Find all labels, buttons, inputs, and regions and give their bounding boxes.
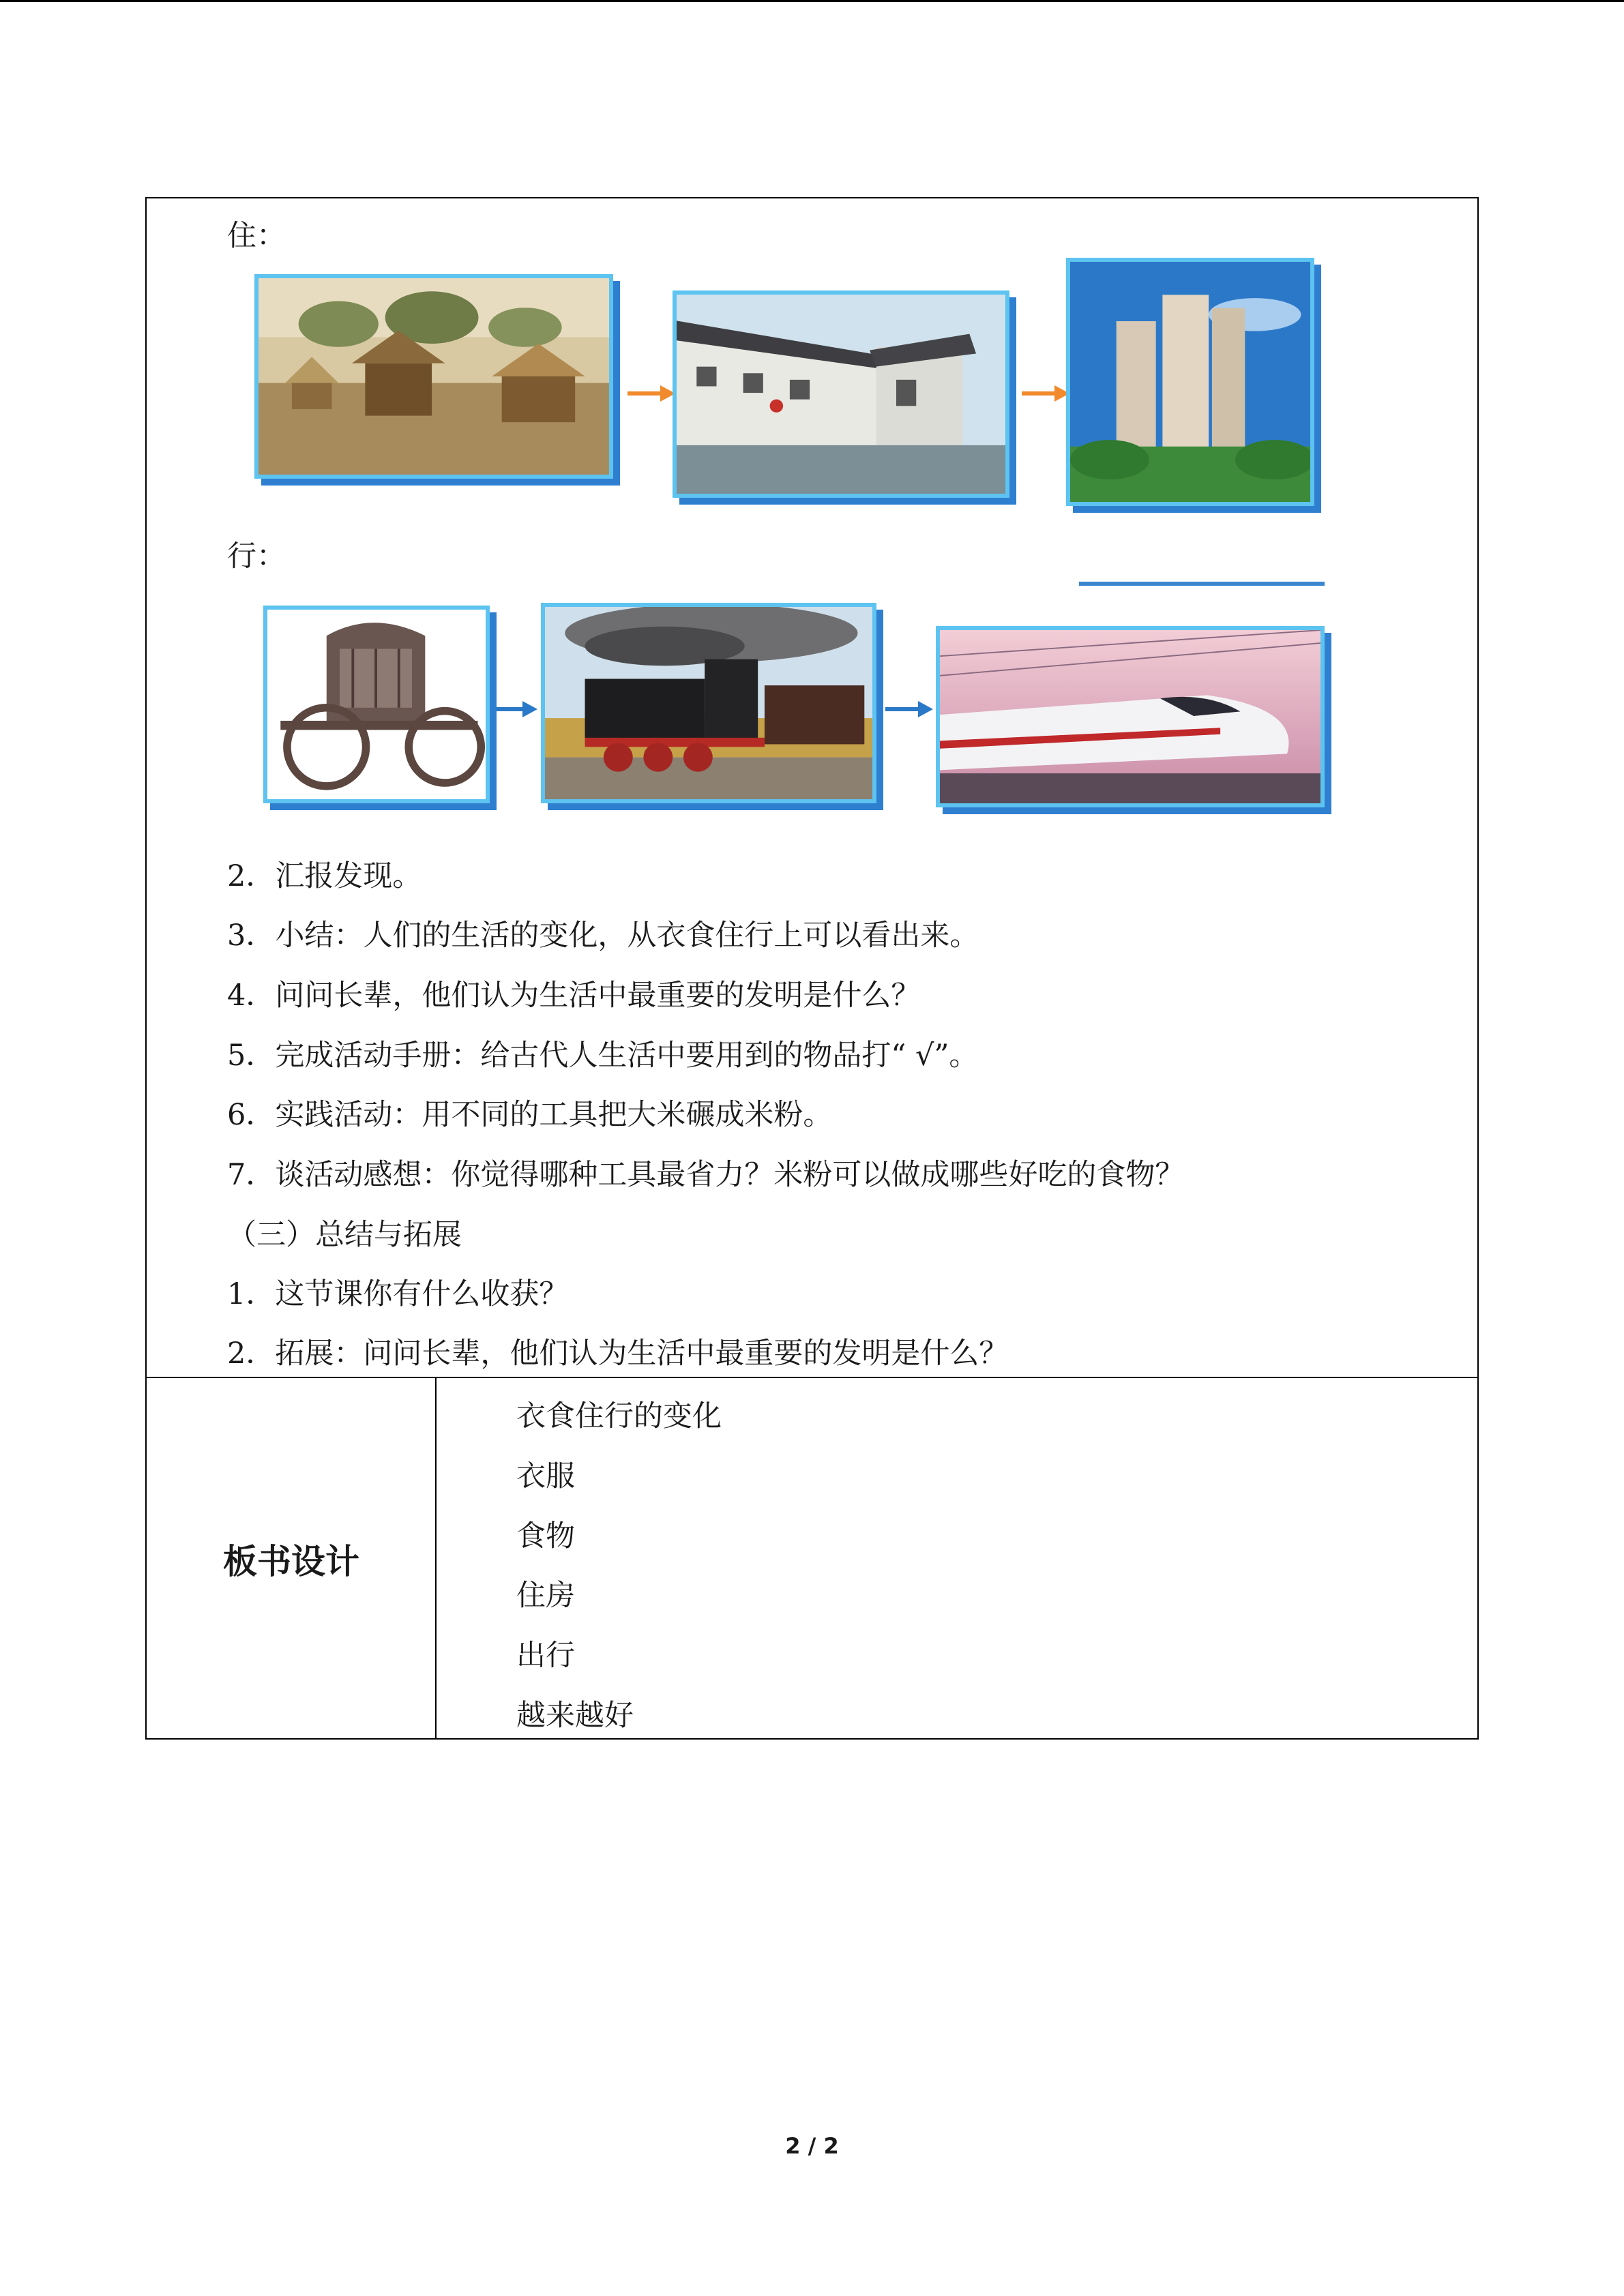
step-item: 4．问问长辈，他们认为生活中最重要的发明是什么？ bbox=[227, 979, 921, 1013]
board-line: 越来越好 bbox=[516, 1699, 634, 1733]
step-item: 5．完成活动手册：给古代人生活中要用到的物品打“ √”。 bbox=[227, 1039, 979, 1073]
board-line: 住房 bbox=[516, 1579, 575, 1613]
board-line: 出行 bbox=[516, 1639, 575, 1673]
step-item: 3．小结：人们的生活的变化，从衣食住行上可以看出来。 bbox=[227, 919, 979, 953]
ancient-carriage-photo bbox=[263, 606, 490, 803]
board-line: 衣服 bbox=[516, 1459, 575, 1493]
step-item: 2．汇报发现。 bbox=[227, 859, 422, 893]
board-line: 衣食住行的变化 bbox=[516, 1399, 722, 1433]
zhu-label: 住： bbox=[227, 219, 286, 253]
page-number: 2 / 2 bbox=[785, 2133, 839, 2159]
step-item: 7．谈活动感想：你觉得哪种工具最省力？米粉可以做成哪些好吃的食物？ bbox=[227, 1158, 1185, 1192]
step-item: 6．实践活动：用不同的工具把大米碾成米粉。 bbox=[227, 1098, 833, 1132]
summary-heading: （三）总结与拓展 bbox=[227, 1218, 462, 1252]
board-design-title: 板书设计 bbox=[223, 1541, 359, 1581]
table-divider bbox=[145, 1377, 1479, 1378]
steam-locomotive-photo bbox=[541, 603, 876, 803]
arrow-right-icon bbox=[628, 385, 675, 402]
high-rise-buildings-photo bbox=[1066, 258, 1314, 506]
decorative-line bbox=[1079, 582, 1325, 586]
water-town-houses-photo bbox=[673, 290, 1009, 498]
summary-item: 1．这节课你有什么收获？ bbox=[227, 1277, 569, 1311]
ancient-huts-photo bbox=[254, 274, 613, 479]
arrow-right-icon bbox=[497, 701, 537, 717]
top-rule bbox=[0, 0, 1624, 2]
board-line: 食物 bbox=[516, 1519, 575, 1553]
summary-item: 2．拓展：问问长辈，他们认为生活中最重要的发明是什么？ bbox=[227, 1337, 1009, 1371]
arrow-right-icon bbox=[1022, 385, 1069, 402]
xing-label: 行： bbox=[227, 539, 286, 573]
board-design-label-cell bbox=[147, 1379, 436, 1738]
arrow-right-icon bbox=[885, 701, 933, 717]
high-speed-train-photo bbox=[936, 626, 1325, 807]
